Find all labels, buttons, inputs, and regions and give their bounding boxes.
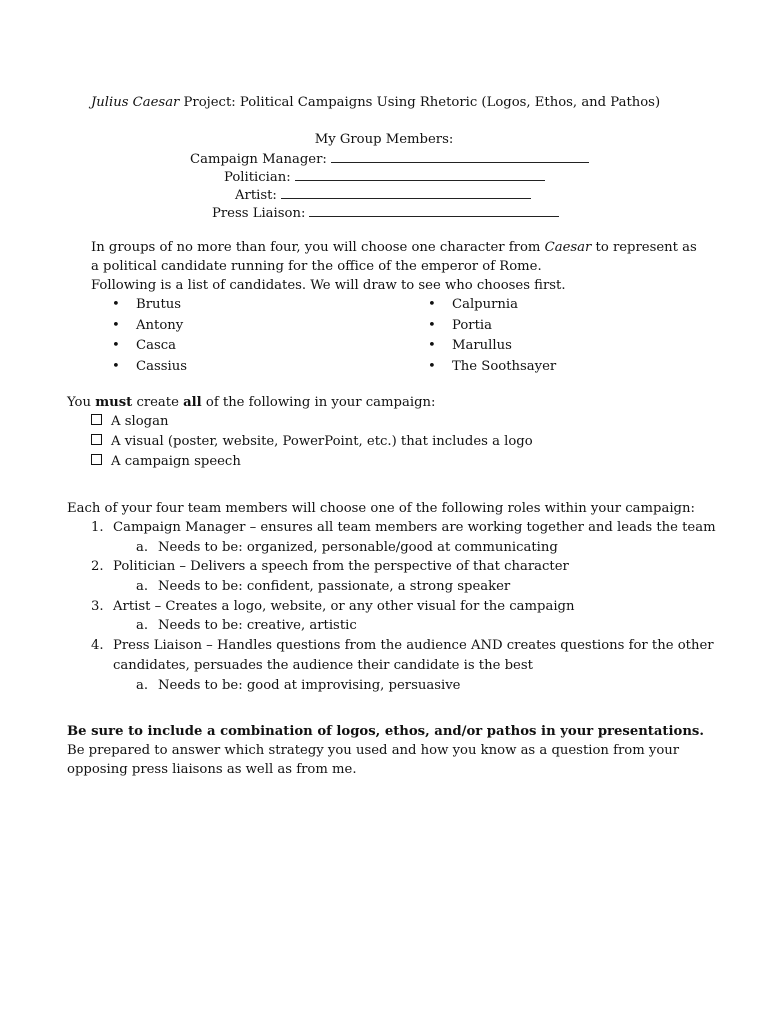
blank-line[interactable] bbox=[331, 149, 589, 163]
bullet-icon: • bbox=[428, 359, 436, 374]
requirement-label: A campaign speech bbox=[111, 454, 241, 469]
req-emphasis-all: all bbox=[183, 395, 202, 410]
list-item bbox=[428, 336, 512, 355]
blank-line[interactable] bbox=[281, 185, 531, 199]
candidate-name: Antony bbox=[136, 318, 184, 333]
blank-line[interactable] bbox=[309, 203, 559, 217]
list-item bbox=[112, 336, 176, 355]
candidate-name: Brutus bbox=[136, 297, 182, 312]
intro-text: In groups of no more than four, you will choose one character from bbox=[91, 240, 545, 255]
list-item bbox=[428, 316, 492, 335]
bullet-icon: • bbox=[112, 359, 120, 374]
role-number: 2. bbox=[91, 559, 104, 574]
role-subitem bbox=[136, 616, 357, 635]
checkbox-icon[interactable] bbox=[91, 454, 102, 465]
list-item bbox=[112, 357, 187, 376]
role-item bbox=[91, 636, 714, 655]
role-text: Artist – Creates a logo, website, or any other visual for the campaign bbox=[113, 599, 575, 614]
requirement-item bbox=[91, 432, 533, 451]
role-number: 1. bbox=[91, 520, 104, 535]
role-item-continuation: candidates, persuades the audience their candidate is the best bbox=[113, 658, 533, 673]
candidate-name: Casca bbox=[136, 338, 176, 353]
role-item bbox=[91, 557, 569, 576]
req-text: You bbox=[67, 395, 96, 410]
bullet-icon: • bbox=[112, 297, 120, 312]
req-emphasis-must: must bbox=[95, 395, 133, 410]
role-item bbox=[91, 518, 716, 537]
role-subitem bbox=[136, 538, 558, 557]
subitem-letter: a. bbox=[136, 678, 149, 693]
intro-play-name: Caesar bbox=[544, 240, 592, 255]
member-field-artist bbox=[235, 185, 531, 205]
req-text: create bbox=[132, 395, 184, 410]
bullet-icon: • bbox=[428, 297, 436, 312]
req-text: of the following in your campaign: bbox=[201, 395, 436, 410]
role-subitem bbox=[136, 676, 460, 695]
subitem-text: Needs to be: organized, personable/good at communicating bbox=[158, 540, 558, 555]
role-text: Press Liaison – Handles questions from the audience AND creates questions for the other bbox=[113, 638, 714, 653]
subitem-text: Needs to be: good at improvising, persuasive bbox=[158, 678, 461, 693]
subitem-letter: a. bbox=[136, 579, 149, 594]
members-heading: My Group Members: bbox=[314, 132, 454, 147]
closing-emphasis: Be sure to include a combination of logos, ethos, and/or pathos in your presentations. bbox=[67, 724, 704, 739]
member-label: Artist: bbox=[235, 188, 277, 203]
list-item bbox=[428, 357, 557, 376]
candidate-name: Portia bbox=[452, 318, 492, 333]
subitem-letter: a. bbox=[136, 618, 149, 633]
subitem-letter: a. bbox=[136, 540, 149, 555]
requirement-item bbox=[91, 452, 241, 471]
role-text: Politician – Delivers a speech from the perspective of that character bbox=[113, 559, 569, 574]
role-text: Campaign Manager – ensures all team members are working together and leads the team bbox=[113, 520, 716, 535]
closing-text: Be prepared to answer which strategy you used and how you know as a question from your opposing press liaisons as well as from me. bbox=[67, 743, 680, 777]
list-item bbox=[428, 295, 518, 314]
candidate-name: Marullus bbox=[452, 338, 512, 353]
subitem-text: Needs to be: confident, passionate, a strong speaker bbox=[158, 579, 511, 594]
candidate-name: The Soothsayer bbox=[452, 359, 557, 374]
checkbox-icon[interactable] bbox=[91, 434, 102, 445]
member-label: Politician: bbox=[224, 170, 291, 185]
role-number: 4. bbox=[91, 638, 104, 653]
member-label: Press Liaison: bbox=[212, 206, 306, 221]
roles-intro: Each of your four team members will choose one of the following roles within your campaign: bbox=[67, 501, 695, 516]
role-number: 3. bbox=[91, 599, 104, 614]
requirements-heading bbox=[67, 393, 435, 412]
bullet-icon: • bbox=[112, 318, 120, 333]
requirement-label: A visual (poster, website, PowerPoint, etc.) that includes a logo bbox=[111, 434, 533, 449]
candidate-name: Calpurnia bbox=[452, 297, 518, 312]
candidate-name: Cassius bbox=[136, 359, 187, 374]
role-subitem bbox=[136, 577, 510, 596]
requirement-item bbox=[91, 412, 168, 431]
bullet-icon: • bbox=[428, 318, 436, 333]
requirement-label: A slogan bbox=[111, 414, 169, 429]
member-field-politician bbox=[224, 167, 545, 187]
blank-line[interactable] bbox=[295, 167, 545, 181]
list-item bbox=[112, 316, 184, 335]
closing-paragraph bbox=[67, 722, 707, 779]
bullet-icon: • bbox=[112, 338, 120, 353]
title-rest: Project: Political Campaigns Using Rhetoric (Logos, Ethos, and Pathos) bbox=[179, 95, 661, 110]
role-item bbox=[91, 597, 574, 616]
subitem-text: Needs to be: creative, artistic bbox=[158, 618, 357, 633]
checkbox-icon[interactable] bbox=[91, 414, 102, 425]
document-title bbox=[91, 93, 660, 112]
member-field-press-liaison bbox=[212, 203, 559, 223]
bullet-icon: • bbox=[428, 338, 436, 353]
member-field-campaign-manager bbox=[190, 149, 589, 169]
member-label: Campaign Manager: bbox=[190, 152, 327, 167]
title-play-name: Julius Caesar bbox=[91, 95, 180, 110]
list-item bbox=[112, 295, 182, 314]
intro-text: to represent as a political candidate running for the office of the emperor of Rome. bbox=[91, 240, 697, 274]
intro-paragraph bbox=[91, 238, 701, 295]
intro-draw-text: Following is a list of candidates. We will draw to see who chooses first. bbox=[91, 278, 566, 293]
